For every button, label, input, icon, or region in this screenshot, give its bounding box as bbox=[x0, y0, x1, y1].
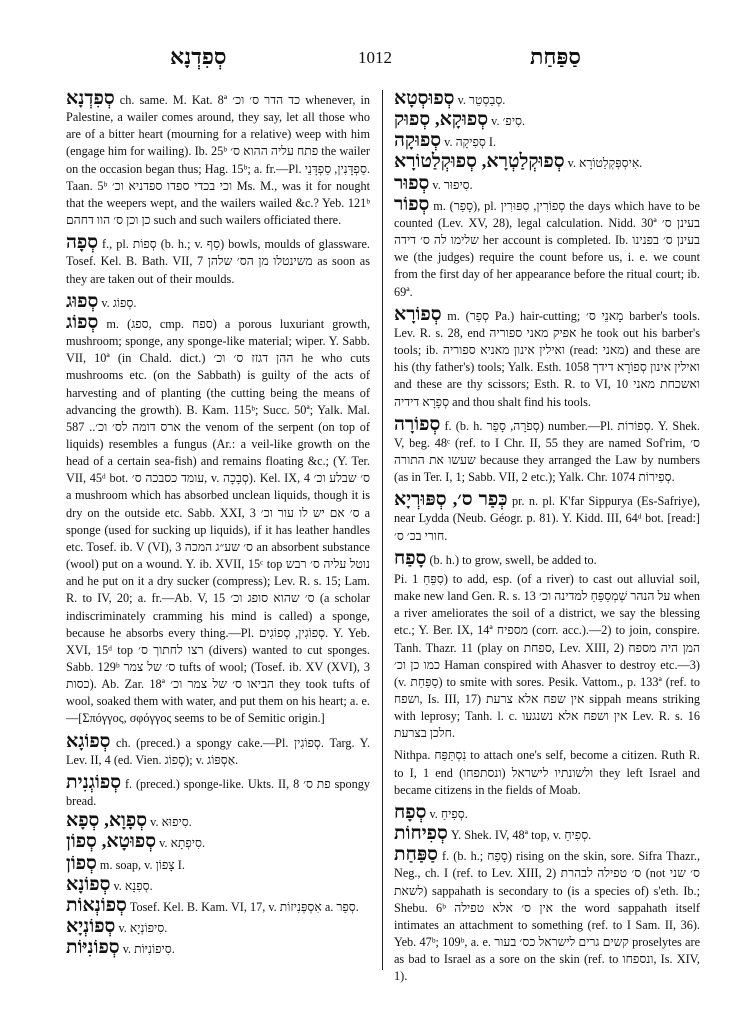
entry-definition: v. סְפִנָא. bbox=[113, 878, 153, 893]
dictionary-entry bbox=[66, 812, 370, 831]
entry-definition: v. סִיפוּא. bbox=[150, 815, 192, 830]
dictionary-entry bbox=[394, 801, 700, 823]
entry-definition: (b. h.) to grow, swell, be added to. bbox=[429, 552, 597, 567]
left-running-headword: סְפִדְנָא bbox=[170, 44, 227, 70]
dictionary-entry bbox=[66, 833, 370, 852]
entry-definition: v. סִיפוֹנִיּוֹת. bbox=[122, 942, 175, 957]
entry-headword: סְפוֹרָה bbox=[394, 413, 441, 435]
dictionary-entry bbox=[394, 132, 700, 151]
dictionary-entry bbox=[66, 873, 370, 895]
entry-headword: סְפוֹנְיָא bbox=[66, 916, 116, 938]
entry-headword: כְּפַר ס׳, סְפּוּרְיָא bbox=[394, 489, 508, 511]
entry-definition: ch. (preced.) a spongy cake.—Pl. סְפוֹגִין. Targ. Y. Lev. II, 4 (ed. Vien. סְפוֹג); v. אַסְפּוֹג. bbox=[66, 735, 370, 767]
dictionary-entry bbox=[394, 413, 700, 487]
dictionary-entry bbox=[66, 234, 370, 287]
entry-definition: v. סְבַסְטֵר. bbox=[457, 93, 506, 107]
entry-headword: סְפִדְנָא bbox=[66, 90, 115, 109]
entry-headword: סְפִיחוֹת bbox=[394, 823, 448, 845]
dictionary-entry bbox=[66, 730, 370, 769]
entry-definition: m. (סְפַר Pa.) hair-cutting; מָאנֵי ס׳ barber's tools. Lev. R. s. 28, end אפיק מאני ספוריה he took out his barber's tools; ib. ואילין אינון מאניא ספוריה (read: מאני) and these are his (thy father's) tools; Yalk. Esth. 1058 ואילין אינון סְפוֹרָא דידך and these are thy scissors; Esth. R. to VI, 10 ואשכחת מאני סְפָרָא דידיה and thou shalt find his tools. bbox=[394, 308, 700, 409]
left-column bbox=[66, 90, 370, 1000]
dictionary-entry bbox=[66, 90, 370, 229]
entry-definition: v. סִיפוֹנְיָא. bbox=[118, 921, 168, 936]
dictionary-entry bbox=[66, 918, 370, 937]
dictionary-entry bbox=[394, 90, 700, 109]
entry-headword: סְפוֹגָא bbox=[66, 730, 111, 752]
page-header bbox=[0, 44, 750, 74]
dictionary-entry bbox=[394, 153, 700, 172]
entry-headword: סְפוֹן bbox=[66, 852, 97, 874]
dictionary-entry bbox=[394, 491, 700, 544]
entry-definition: v. אִיסְפְּקְלַטוֹרָא. bbox=[567, 156, 643, 171]
entry-definition: m. (סָפַר), pl. סְפוֹרִין, סִפּוּרִין the days which have to be counted (Lev. XV, 28), legal calculation. Nidd. 30ª בעינן ס׳ שלימו לה ס׳ דידה her account is completed. Ib. בעינן ס׳ בפנינו we (the judges) require the count before us, i. e. we count from the first day of her appearance before the ritual court; ib. 69ª. bbox=[394, 198, 700, 299]
entry-headword: סְפוֹנָא bbox=[66, 873, 111, 895]
entry-headword: סְפוּקָה bbox=[394, 130, 442, 152]
entry-headword: סְפָה bbox=[66, 232, 99, 254]
entry-headword: סְפוּקְלַטְרָא, סְפוּקְלַטוֹרָא bbox=[394, 151, 565, 173]
entry-definition: Y. Shek. IV, 48ª top, v. סְפִיחַ. bbox=[450, 828, 592, 843]
entry-definition: Pi. סִפֵּחַ 1) to add, esp. (of a river) to cast out alluvial soil, make new land Gen. R. s. 13 על הנהר שְׁמְסַפֵּחַ למדינה וכ׳ when a river ameliorates the soil of a district, we say the blessing etc.; Y. Ber. IX, 14ª מספיח (corr. acc.).—2) to join, conspire. Tanh. Thazr. 11 (play on ספחת, Lev. XIII, 2) המן היה מספח כמו כן וכ׳ Haman conspired with Ahasver to destroy etc.—3) (v. סַפַּחַת) to smite with sores. Pesik. Vattom., p. 133ª (ref. to ושפח, Is. III, 17) אין שפח אלא צרעת sippah means striking with leprosy; Tanh. l. c. אין ושפח אלא נשנגעו Lev. R. s. 16 חלכן בצרעת. bbox=[394, 571, 700, 741]
entry-definition: f., pl. סְפוֹת (b. h.; v. סַף) bowls, moulds of glassware. Tosef. Kel. B. Bath. VII, 7 משינטלו מן הס׳ שלהן as soon as they are taken out of their moulds. bbox=[66, 237, 370, 286]
entry-headword: סַפַּחַת bbox=[394, 844, 438, 866]
right-running-headword: סַפַּחַת bbox=[530, 44, 581, 70]
entry-headword: סְפוֹנְאוֹת bbox=[66, 894, 127, 916]
entry-headword: סְפוּקָא, סְפוּק bbox=[394, 109, 489, 131]
dictionary-entry bbox=[66, 939, 370, 958]
dictionary-entry bbox=[66, 771, 370, 810]
dictionary-entry bbox=[66, 894, 370, 916]
entry-definition: v. סִיפְתָא. bbox=[159, 836, 206, 851]
entry-definition: m. (ספג, cmp. ספח) a porous luxuriant growth, mushroom; sponge, any sponge-like material; wiper. Y. Sabb. VII, 10ª (in Chald. dict.) ההן דגזז ס׳ וכ׳ he who cuts mushrooms etc. (on the Sabbath) is guilty of the acts of harvesting and of planting (the cutting being the means of advancing the growth). B. Kam. 115ᵇ; Succ. 50ª; Yalk. Mal. 587 ..ארס דומה לס׳ וכ׳ the venom of the serpent (on top of liquids) resembles a fungus (Ar.: a veil-like growth on the head of a certain sea-fish) and remains floating &c.; (Y. Ter. VII, 45ᵈ bot. עומד כסבכה ס׳, v. סְבָכָה). Kel. IX, 4 ס׳ שבלע וכ׳ a mushroom which has absorbed unclean liquids, though it is dry on the outside etc. Sabb. XXI, 3 ס׳ אם יש לו עור וכ׳ a sponge (used for sucking up liquids), if it has leather handles etc. Tosef. ib. V (VI), 3 ס׳ שע״ג המכה an absorbent substance (wool) put on a wound. Y. ib. XVII, 15ᶜ top נוטל עליה ס׳ רבש and he put on it a dry sucker (compress); Lev. R. s. 15; Lam. R. to IV, 20; a. fr.—Ab. V, 15 ס׳ שהוא סופג וכ׳ (a scholar indiscriminately cramming his mind is called) a sponge, because he absorbs every thing.—Pl. סְפוֹגִין, סְפוֹגִים. Y. Yeb. XVI, 15ᵈ top רצו לחתוך ס׳ (divers) wanted to cut sponges. Sabb. 129ᵇ ס׳ של צמר tufts of wool; (Tosef. ib. XV (XVI), 3 כסות). Ab. Zar. 18ª הביאו ס׳ של צמר וכ׳ they took tufts of wool, soaked them with water, and put them on his heart; a. e.—[Σπόγγος, σφόγγος seems to be of Semitic origin.] bbox=[66, 316, 370, 726]
entry-headword: סְפוֹר bbox=[394, 193, 430, 215]
dictionary-entry bbox=[66, 311, 370, 728]
entry-definition: v. סְפִיחַ. bbox=[429, 806, 468, 821]
dictionary-entry bbox=[394, 172, 700, 194]
entry-definition: f. (b. h.; סָפַח) rising on the skin, sore. Sifra Thazr., Neg., ch. I (ref. to Lev. XIII, 2) ס׳ טפילה לבהרת (not ס׳ שני לשאת) sappahath is secondary to (is a species of) s'eth. Ib.; Shebu. 6ᵇ אין ס׳ אלא טפילה the word sappahath itself intimates an attachment to something (ref. to I Sam. II, 36). Yeb. 47ᵇ; 109ᵇ, a. e. קשים גרים לישראל כס׳ בעור proselytes are as bad to Israel as a sore on the skin (ref. to ונספחו, Is. XIV, 1). bbox=[394, 849, 700, 984]
dictionary-entry bbox=[394, 846, 700, 985]
entry-headword: סְפוּג bbox=[66, 290, 99, 312]
entry-definition: v. סְפוֹג. bbox=[101, 295, 137, 310]
dictionary-entry bbox=[66, 290, 370, 312]
entry-definition: f. (b. h. סְפֹרָה, סָפַר) number.—Pl. סְפוֹרוֹת. Y. Shek. V, beg. 48ᶜ (ref. to I Chr. II, 55 they are named Sof'rim, ס׳ שעשו את התורה because they arranged the Law by numbers (as in Ter. I, 1; Sabb. VII, 2 etc.); Yalk. Chr. 1074 סְפִירוֹת. bbox=[394, 418, 700, 485]
entry-definition: pr. n. pl. K'far Sippurya (Es-Safriye), near Lydda (Neub. Géogr. p. 81). Y. Kidd. III, 64ᵈ bot. [read:] חורי בכ׳ ס׳. bbox=[394, 494, 700, 543]
entry-definition: ch. same. M. Kat. 8ª כד הדר ס׳ וכ׳ whenever, in Palestine, a wailer comes around, they say, let all those who are of a bitter heart (mourning for a relative) weep with him (engage him for wailing). Ib. 25ᵇ פתח עליה ההוא ס׳ the wailer on the occasion began thus; Hag. 15ᵇ; a. fr.—Pl. סַפְדָּנִין, סַפְדָּנֵי. Taan. 5ᵇ וכי בכדי ספדו ספדניא וכ׳ Ms. M., was it for nought that the weepers wept, and the wailers wailed &c.? Yeb. 121ᵇ כן וכן ס׳ הוו דחהם such and such wailers officiated there. bbox=[66, 93, 370, 228]
entry-headword: סְפוּסְטָא bbox=[394, 90, 455, 109]
dictionary-entry bbox=[394, 303, 700, 411]
entry-headword: סְפוֹג bbox=[66, 311, 99, 333]
dictionary-entry bbox=[394, 547, 700, 569]
entry-headword: סְפוּר bbox=[394, 172, 430, 194]
dictionary-entry bbox=[394, 571, 700, 743]
entry-definition: Nithpa. נִסְתַּפַּח to attach one's self, become a citizen. Ruth R. to I, 1 end ולשונתיו לישראל (ונסתפחו) they left Israel and became citizens in the fields of Moab. bbox=[394, 748, 700, 797]
dictionary-entry bbox=[394, 111, 700, 130]
entry-definition: v. סְפִיקָה I. bbox=[444, 135, 497, 150]
entry-definition: Tosef. Kel. B. Kam. VI, 17, v. אִסְפְּנִיזוֹת a. סְפַר. bbox=[129, 899, 359, 914]
column-divider bbox=[382, 90, 383, 970]
entry-definition: m. soap, v. צָפוֹן I. bbox=[99, 857, 185, 872]
entry-headword: סְפָח bbox=[394, 801, 427, 823]
entry-headword: סָפַח bbox=[394, 547, 427, 569]
dictionary-entry bbox=[394, 747, 700, 798]
entry-headword: סְפוֹנִיּוֹת bbox=[66, 937, 120, 959]
entry-definition: v. סִיפ׳. bbox=[491, 114, 526, 129]
page-number: 1012 bbox=[358, 48, 392, 67]
dictionary-entry bbox=[66, 852, 370, 874]
dictionary-entry bbox=[394, 825, 700, 844]
dictionary-entry bbox=[394, 193, 700, 301]
entry-definition: v. סִיפוּר. bbox=[432, 177, 473, 192]
right-column bbox=[394, 90, 700, 1000]
entry-headword: סְפוֹגְנִית bbox=[66, 771, 122, 793]
entry-headword: סְפָוָא, סְפָא bbox=[66, 810, 148, 832]
entry-headword: סְפוֹרָא bbox=[394, 303, 442, 325]
entry-definition: f. (preced.) sponge-like. Ukts. II, 8 פת ס׳ spongy bread. bbox=[66, 776, 370, 809]
entry-headword: סְפוּטָא, סְפוֹן bbox=[66, 831, 157, 853]
